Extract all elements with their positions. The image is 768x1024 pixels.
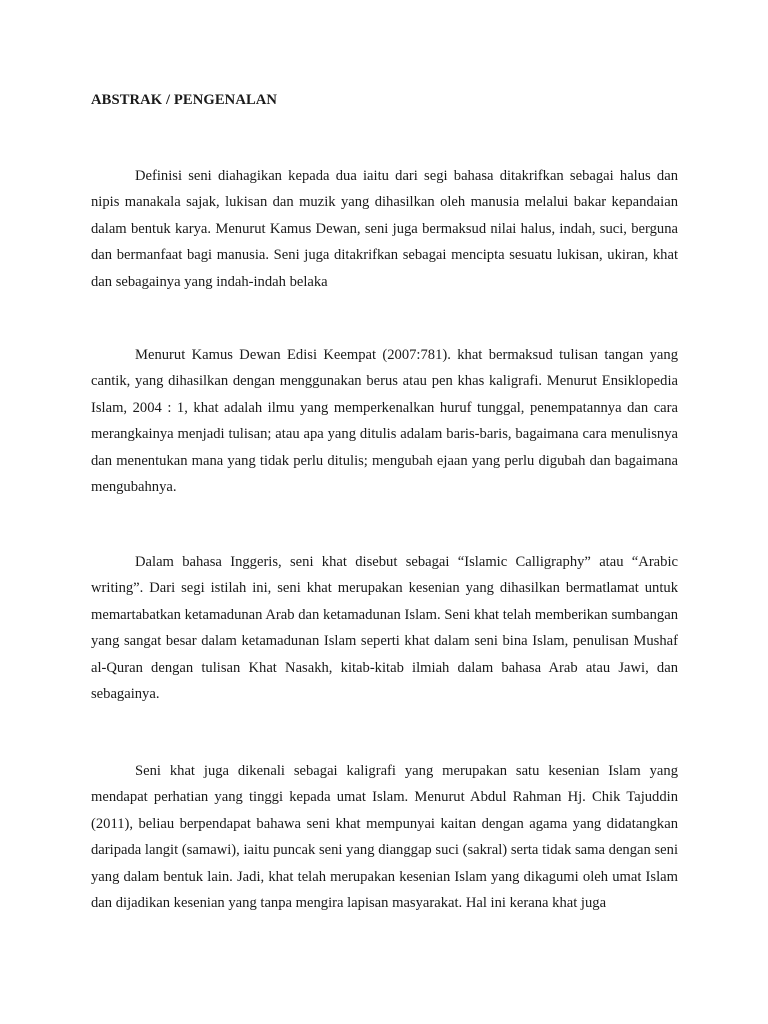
paragraph-kamus-dewan: Menurut Kamus Dewan Edisi Keempat (2007:781). khat bermaksud tulisan tangan yang cantik, yang dihasilkan dengan menggunakan berus atau pen khas kaligrafi. Menurut Ensiklopedia Islam, 2004 : 1, khat adalah ilmu yang memperkenalkan huruf tunggal, penempatannya dan cara merangkainya menjadi tulisan; atau apa yang ditulis adalam baris-baris, bagaimana cara menulisnya dan menentukan mana yang tidak perlu ditulis; mengubah ejaan yang perlu digubah dan bagaimana mengubahnya. — [91, 347, 678, 496]
paragraph-definition: Definisi seni diahagikan kepada dua iaitu dari segi bahasa ditakrifkan sebagai halus dan nipis manakala sajak, lukisan dan muzik yang dihasilkan oleh manusia melalui bakar kepandaian dalam bentuk karya. Menurut Kamus Dewan, seni juga bermaksud nilai halus, indah, suci, berguna dan bermanfaat bagi manusia. Seni juga ditakrifkan sebagai mencipta sesuatu lukisan, ukiran, khat dan sebagainya yang indah-indah belaka — [91, 168, 678, 290]
section-heading: ABSTRAK / PENGENALAN — [91, 92, 278, 108]
paragraph-kaligrafi: Seni khat juga dikenali sebagai kaligrafi yang merupakan satu kesenian Islam yang mendapat perhatian yang tinggi kepada umat Islam. Menurut Abdul Rahman Hj. Chik Tajuddin (2011), beliau berpendapat bahawa seni khat mempunyai kaitan dengan agama yang didatangkan daripada langit (samawi), iaitu puncak seni yang dianggap suci (sakral) serta tidak sama dengan seni yang dalam bentuk lain. Jadi, khat telah merupakan kesenian Islam yang dikagumi oleh umat Islam dan dijadikan kesenian yang tanpa mengira lapisan masyarakat. Hal ini kerana khat juga — [91, 763, 678, 912]
paragraph-islamic-calligraphy: Dalam bahasa Inggeris, seni khat disebut sebagai “Islamic Calligraphy” atau “Arabic writing”. Dari segi istilah ini, seni khat merupakan kesenian yang dihasilkan bermatlamat untuk memartabatkan ketamadunan Arab dan ketamadunan Islam. Seni khat telah memberikan sumbangan yang sangat besar dalam ketamadunan Islam seperti khat dalam seni bina Islam, penulisan Mushaf al-Quran dengan tulisan Khat Nasakh, kitab-kitab ilmiah dalam bahasa Arab atau Jawi, dan sebagainya. — [91, 554, 678, 703]
